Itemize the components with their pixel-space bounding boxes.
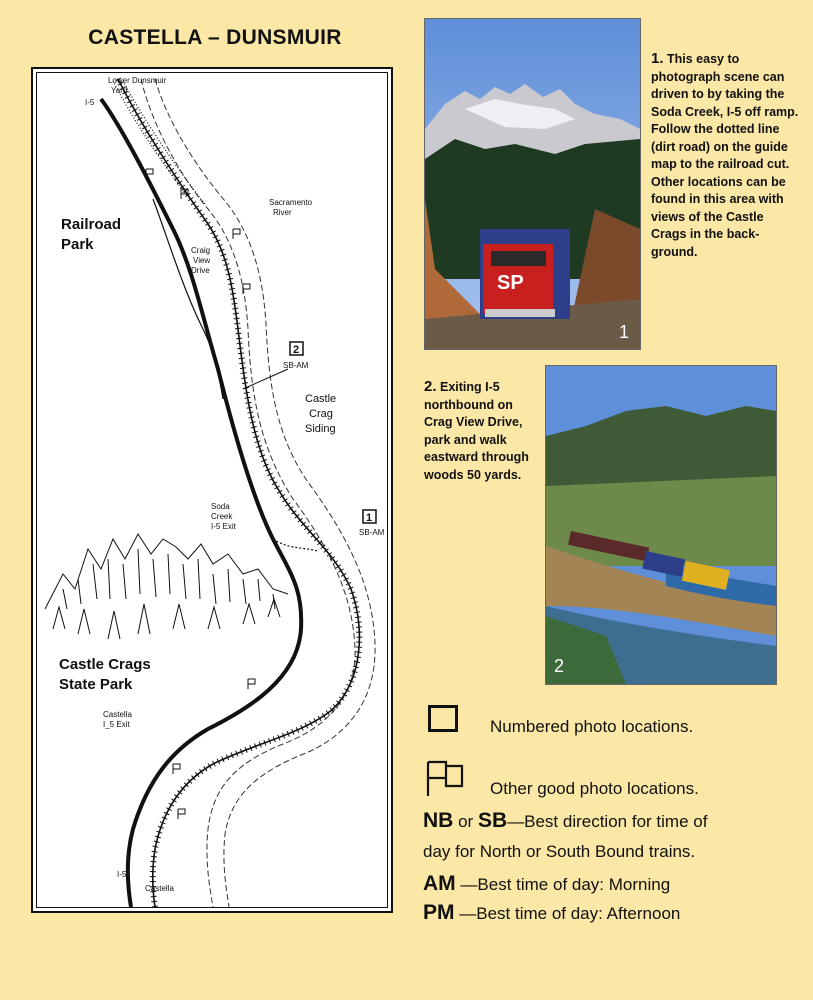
- yard-tracks: [113, 81, 205, 209]
- photo-1-caption-number: 1.: [651, 50, 664, 67]
- location-2-pointer: [243, 369, 288, 389]
- railroad-track: [118, 79, 359, 907]
- label-river: River: [273, 208, 292, 217]
- label-i5-exit: I_5 Exit: [103, 720, 130, 729]
- label-sbam-1: SB-AM: [359, 528, 385, 537]
- location-2-box: [290, 342, 303, 355]
- map-drawing: [33, 69, 391, 911]
- label-state-park: State Park: [59, 676, 133, 693]
- photo-2: [545, 365, 777, 685]
- label-castella-exit: Castella: [103, 710, 132, 719]
- label-castle-crags: Castle Crags: [59, 656, 151, 673]
- legend-pm: [423, 901, 680, 925]
- castle-crags-sketch: [45, 534, 288, 639]
- photo-2-caption-number: 2.: [424, 378, 437, 395]
- river-bank-east: [155, 79, 375, 907]
- label-view: View: [193, 256, 211, 265]
- legend-sb: SB: [477, 809, 508, 832]
- legend-am: [423, 872, 670, 896]
- label-yard: Yard: [111, 86, 128, 95]
- legend-dir-2: day for North or South Bound trains.: [423, 842, 696, 861]
- label-sacramento: Sacramento: [269, 198, 313, 207]
- location-1-box: [363, 510, 376, 523]
- photo-2-number: 2: [554, 656, 565, 676]
- numbered-location-icon: [428, 705, 458, 732]
- label-sbam-2: SB-AM: [283, 361, 309, 370]
- label-railroad: Railroad: [61, 216, 122, 233]
- location-1-number: 1: [366, 512, 373, 524]
- legend-numbered: Numbered photo locations.: [490, 717, 694, 736]
- photo-1-number: 1: [619, 322, 630, 342]
- label-i5-bottom: I-5: [117, 870, 127, 879]
- river-bank-west: [141, 79, 355, 907]
- legend-pm-code: PM: [423, 901, 455, 924]
- label-park: Park: [61, 236, 94, 253]
- legend-direction: [423, 806, 813, 867]
- label-castella: Castella: [145, 884, 174, 893]
- flag-icon: [422, 758, 468, 798]
- legend-am-text: —Best time of day: Morning: [460, 875, 671, 894]
- label-soda: Soda: [211, 502, 230, 511]
- label-creek: Creek: [211, 512, 233, 521]
- photo-2-caption: [424, 378, 536, 484]
- label-lower-dunsmuir: Lower Dunsmuir: [108, 76, 167, 85]
- legend-pm-text: —Best time of day: Afternoon: [459, 904, 681, 923]
- legend-dir-1: —Best direction for time of: [507, 812, 708, 831]
- location-2-number: 2: [293, 344, 300, 356]
- legend-am-code: AM: [423, 872, 456, 895]
- page-title: CASTELLA – DUNSMUIR: [88, 26, 342, 49]
- craig-view-drive: [153, 199, 223, 399]
- legend-nb: NB: [423, 809, 454, 832]
- guide-map: [31, 67, 393, 913]
- label-craig: Craig: [191, 246, 211, 255]
- dirt-road: [273, 539, 318, 551]
- label-castle: Castle: [305, 393, 337, 405]
- label-crag: Crag: [309, 408, 333, 420]
- railroad-ties: [118, 79, 359, 907]
- legend-or: or: [458, 812, 474, 831]
- photo-2-caption-text: Exiting I-5 northbound on Crag View Drive, park and walk eastward through woods 50 yards.: [424, 380, 529, 482]
- photo-1-caption: [651, 50, 801, 261]
- photo-1: [424, 18, 641, 350]
- label-drive: Drive: [191, 266, 210, 275]
- sp-logo: SP: [497, 272, 524, 294]
- i5-freeway: [101, 99, 301, 907]
- label-siding: Siding: [305, 423, 336, 435]
- legend-other: Other good photo locations.: [490, 779, 699, 798]
- label-soda-exit: I-5 Exit: [211, 522, 236, 531]
- photo-1-caption-text: This easy to photograph scene can driven to by taking the Soda Creek, I-5 off ramp. Follow the dotted line (dirt road) on the guide map to the railroad cut. Other locations can be found in this area with views of the Castle Crags in the back-ground.: [651, 52, 799, 259]
- flag-icon: [146, 169, 255, 819]
- label-i5-top: I-5: [85, 98, 95, 107]
